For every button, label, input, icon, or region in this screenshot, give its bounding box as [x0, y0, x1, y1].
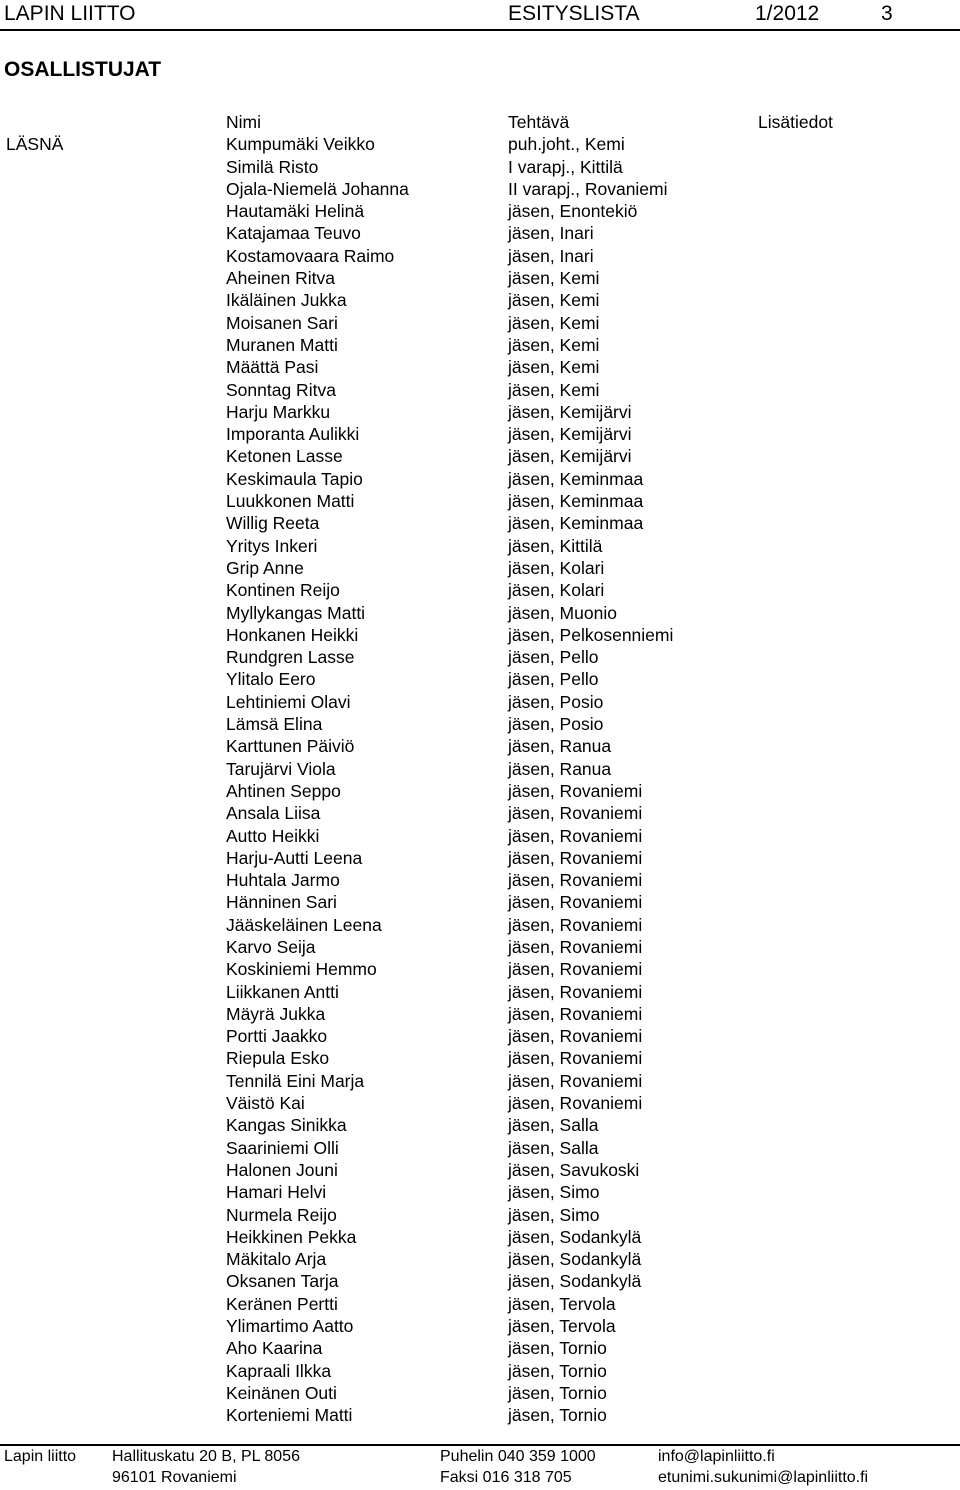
table-row [0, 401, 960, 423]
participant-role: jäsen, Kolari [508, 580, 605, 601]
participant-name: Ikäläinen Jukka [226, 290, 347, 311]
participant-role: jäsen, Kemi [508, 290, 600, 311]
footer-email-pattern: etunimi.sukunimi@lapinliitto.fi [658, 1469, 869, 1486]
footer-address: Hallituskatu 20 B, PL 8056 [112, 1448, 300, 1465]
table-row [0, 1047, 960, 1069]
participant-role: jäsen, Kolari [508, 557, 605, 578]
table-row [0, 1270, 960, 1292]
participant-name: Muranen Matti [226, 334, 338, 355]
participant-name: Määttä Pasi [226, 357, 319, 378]
participant-role: jäsen, Pelkosenniemi [508, 624, 674, 645]
participant-role: jäsen, Rovaniemi [508, 1003, 643, 1024]
participant-role: jäsen, Savukoski [508, 1159, 640, 1180]
participant-role: jäsen, Kemijärvi [508, 446, 632, 467]
participant-name: Halonen Jouni [226, 1159, 338, 1180]
participant-name: Tennilä Eini Marja [226, 1070, 365, 1091]
participant-role: jäsen, Keminmaa [508, 468, 644, 489]
participant-name: Keskimaula Tapio [226, 468, 363, 489]
table-row [0, 735, 960, 757]
participant-role: jäsen, Posio [508, 714, 604, 735]
participant-name: Aho Kaarina [226, 1338, 323, 1359]
participant-role: jäsen, Kemi [508, 312, 600, 333]
table-row [0, 1137, 960, 1159]
table-row [0, 289, 960, 311]
participant-role: jäsen, Tornio [508, 1338, 607, 1359]
participant-role: jäsen, Kemijärvi [508, 401, 632, 422]
participant-name: Yritys Inkeri [226, 535, 318, 556]
participant-name: Oksanen Tarja [226, 1271, 339, 1292]
table-row [0, 133, 960, 155]
participant-name: Similä Risto [226, 156, 319, 177]
table-row [0, 981, 960, 1003]
participant-name: Keinänen Outi [226, 1382, 337, 1403]
participant-role: jäsen, Rovaniemi [508, 825, 643, 846]
participant-name: Harju-Autti Leena [226, 847, 363, 868]
table-row [0, 1404, 960, 1426]
participant-role: jäsen, Inari [508, 223, 594, 244]
participant-name: Portti Jaakko [226, 1026, 328, 1047]
footer-email: info@lapinliitto.fi [658, 1448, 775, 1465]
footer-phone: Puhelin 040 359 1000 [440, 1448, 596, 1465]
participant-name: Nurmela Reijo [226, 1204, 337, 1225]
table-row [0, 802, 960, 824]
participant-role: jäsen, Simo [508, 1182, 600, 1203]
participant-role: jäsen, Kemi [508, 379, 600, 400]
participant-role: jäsen, Keminmaa [508, 513, 644, 534]
participant-name: Väistö Kai [226, 1093, 305, 1114]
header-page-number: 3 [881, 2, 893, 25]
participant-role: jäsen, Rovaniemi [508, 1093, 643, 1114]
participant-name: Ansala Liisa [226, 803, 321, 824]
table-row [0, 1003, 960, 1025]
participant-name: Lehtiniemi Olavi [226, 691, 351, 712]
participant-name: Katajamaa Teuvo [226, 223, 361, 244]
table-row [0, 356, 960, 378]
participant-name: Lämsä Elina [226, 714, 323, 735]
participant-name: Riepula Esko [226, 1048, 330, 1069]
table-row [0, 1315, 960, 1337]
table-row [0, 267, 960, 289]
participant-role: jäsen, Tervola [508, 1293, 616, 1314]
participant-name: Kapraali Ilkka [226, 1360, 332, 1381]
participant-name: Hänninen Sari [226, 892, 337, 913]
table-row [0, 222, 960, 244]
participant-name: Kontinen Reijo [226, 580, 340, 601]
table-row [0, 1382, 960, 1404]
participant-name: Sonntag Ritva [226, 379, 336, 400]
participant-name: Ylitalo Eero [226, 669, 316, 690]
page-header [0, 0, 960, 28]
participant-role: jäsen, Keminmaa [508, 491, 644, 512]
participant-name: Koskiniemi Hemmo [226, 959, 377, 980]
table-row [0, 624, 960, 646]
participant-role: jäsen, Rovaniemi [508, 914, 643, 935]
participant-name: Mäyrä Jukka [226, 1003, 326, 1024]
footer-row [0, 1446, 960, 1467]
participant-name: Kangas Sinikka [226, 1115, 347, 1136]
participant-name: Saariniemi Olli [226, 1137, 339, 1158]
column-header-role: Tehtävä [508, 112, 570, 132]
participant-name: Huhtala Jarmo [226, 870, 340, 891]
participant-role: jäsen, Rovaniemi [508, 892, 643, 913]
table-row [0, 780, 960, 802]
participant-name: Karvo Seija [226, 936, 316, 957]
participant-name: Kostamovaara Raimo [226, 245, 395, 266]
participant-name: Korteniemi Matti [226, 1405, 353, 1426]
section-title: OSALLISTUJAT [4, 58, 162, 81]
table-row [0, 646, 960, 668]
participant-name: Autto Heikki [226, 825, 320, 846]
table-row [0, 1360, 960, 1382]
table-row [0, 825, 960, 847]
participant-role: jäsen, Kemi [508, 357, 600, 378]
table-row [0, 691, 960, 713]
table-row [0, 245, 960, 267]
table-row [0, 713, 960, 735]
table-row [0, 379, 960, 401]
column-header-info: Lisätiedot [758, 112, 833, 132]
participant-role: jäsen, Kemi [508, 334, 600, 355]
participant-role: jäsen, Pello [508, 669, 599, 690]
footer-organization: Lapin liitto [4, 1448, 77, 1465]
participant-role: jäsen, Salla [508, 1115, 599, 1136]
table-row [0, 200, 960, 222]
participant-name: Aheinen Ritva [226, 268, 335, 289]
table-row [0, 936, 960, 958]
participant-name: Jääskeläinen Leena [226, 914, 382, 935]
table-row [0, 1204, 960, 1226]
participant-name: Liikkanen Antti [226, 981, 339, 1002]
participant-name: Mäkitalo Arja [226, 1249, 327, 1270]
participant-role: II varapj., Rovaniemi [508, 178, 668, 199]
table-row [0, 869, 960, 891]
participant-role: jäsen, Rovaniemi [508, 1048, 643, 1069]
participant-name: Luukkonen Matti [226, 491, 355, 512]
participant-name: Grip Anne [226, 557, 304, 578]
footer-row [0, 1467, 960, 1488]
table-row [0, 557, 960, 579]
participant-role: jäsen, Tornio [508, 1360, 607, 1381]
table-row [0, 1159, 960, 1181]
table-row [0, 535, 960, 557]
column-header-name: Nimi [226, 112, 261, 132]
participant-rows [0, 133, 960, 1426]
participant-name: Keränen Pertti [226, 1293, 338, 1314]
table-row [0, 891, 960, 913]
participant-role: jäsen, Rovaniemi [508, 870, 643, 891]
table-row [0, 602, 960, 624]
table-row [0, 423, 960, 445]
table-row [0, 1226, 960, 1248]
participant-name: Willig Reeta [226, 513, 320, 534]
participant-name: Ahtinen Seppo [226, 780, 341, 801]
participant-role: I varapj., Kittilä [508, 156, 623, 177]
participant-role: jäsen, Kemi [508, 268, 600, 289]
participant-role: jäsen, Simo [508, 1204, 600, 1225]
participant-role: jäsen, Inari [508, 245, 594, 266]
participant-role: jäsen, Sodankylä [508, 1226, 642, 1247]
footer-fax: Faksi 016 318 705 [440, 1469, 572, 1486]
participant-role: jäsen, Rovaniemi [508, 803, 643, 824]
table-row [0, 490, 960, 512]
header-document-type: ESITYSLISTA [508, 2, 640, 25]
table-row [0, 1114, 960, 1136]
participant-status: LÄSNÄ [6, 134, 64, 155]
table-header-row [0, 111, 960, 133]
participant-role: jäsen, Enontekiö [508, 201, 638, 222]
participant-role: jäsen, Rovaniemi [508, 847, 643, 868]
table-row [0, 512, 960, 534]
header-organization: LAPIN LIITTO [4, 2, 136, 25]
table-row [0, 156, 960, 178]
participant-role: jäsen, Tervola [508, 1316, 616, 1337]
participant-role: jäsen, Pello [508, 647, 599, 668]
participant-role: jäsen, Ranua [508, 758, 612, 779]
table-row [0, 579, 960, 601]
participants-table [0, 111, 960, 1427]
table-row [0, 1181, 960, 1203]
table-row [0, 178, 960, 200]
table-row [0, 334, 960, 356]
participant-role: jäsen, Salla [508, 1137, 599, 1158]
footer-postal-address: 96101 Rovaniemi [112, 1469, 237, 1486]
table-row [0, 1025, 960, 1047]
participant-name: Hautamäki Helinä [226, 201, 365, 222]
page-footer [0, 1446, 960, 1488]
table-row [0, 914, 960, 936]
table-row [0, 1092, 960, 1114]
table-row [0, 445, 960, 467]
participant-role: jäsen, Sodankylä [508, 1271, 642, 1292]
table-row [0, 468, 960, 490]
participant-name: Honkanen Heikki [226, 624, 359, 645]
participant-name: Rundgren Lasse [226, 647, 355, 668]
participant-name: Imporanta Aulikki [226, 424, 360, 445]
participant-role: jäsen, Kemijärvi [508, 424, 632, 445]
participant-role: jäsen, Tornio [508, 1382, 607, 1403]
participant-role: jäsen, Tornio [508, 1405, 607, 1426]
table-row [0, 1293, 960, 1315]
participant-name: Karttunen Päiviö [226, 736, 355, 757]
header-document-number: 1/2012 [755, 2, 820, 25]
participant-name: Ojala-Niemelä Johanna [226, 178, 409, 199]
participant-role: jäsen, Sodankylä [508, 1249, 642, 1270]
participant-name: Tarujärvi Viola [226, 758, 336, 779]
table-row [0, 1337, 960, 1359]
header-divider [0, 29, 960, 31]
participant-name: Ylimartimo Aatto [226, 1316, 354, 1337]
participant-name: Myllykangas Matti [226, 602, 366, 623]
table-row [0, 312, 960, 334]
participant-role: jäsen, Kittilä [508, 535, 603, 556]
participant-name: Ketonen Lasse [226, 446, 343, 467]
participant-role: jäsen, Rovaniemi [508, 981, 643, 1002]
participant-name: Heikkinen Pekka [226, 1226, 357, 1247]
table-row [0, 668, 960, 690]
participant-role: jäsen, Rovaniemi [508, 1070, 643, 1091]
participant-role: jäsen, Posio [508, 691, 604, 712]
participant-name: Hamari Helvi [226, 1182, 327, 1203]
participant-role: puh.joht., Kemi [508, 134, 625, 155]
participant-role: jäsen, Muonio [508, 602, 617, 623]
participant-role: jäsen, Rovaniemi [508, 1026, 643, 1047]
participant-role: jäsen, Rovaniemi [508, 959, 643, 980]
table-row [0, 1070, 960, 1092]
participant-name: Kumpumäki Veikko [226, 134, 375, 155]
participant-role: jäsen, Ranua [508, 736, 612, 757]
table-row [0, 758, 960, 780]
table-row [0, 958, 960, 980]
table-row [0, 1248, 960, 1270]
participant-name: Moisanen Sari [226, 312, 338, 333]
table-row [0, 847, 960, 869]
participant-role: jäsen, Rovaniemi [508, 780, 643, 801]
participant-name: Harju Markku [226, 401, 331, 422]
participant-role: jäsen, Rovaniemi [508, 936, 643, 957]
